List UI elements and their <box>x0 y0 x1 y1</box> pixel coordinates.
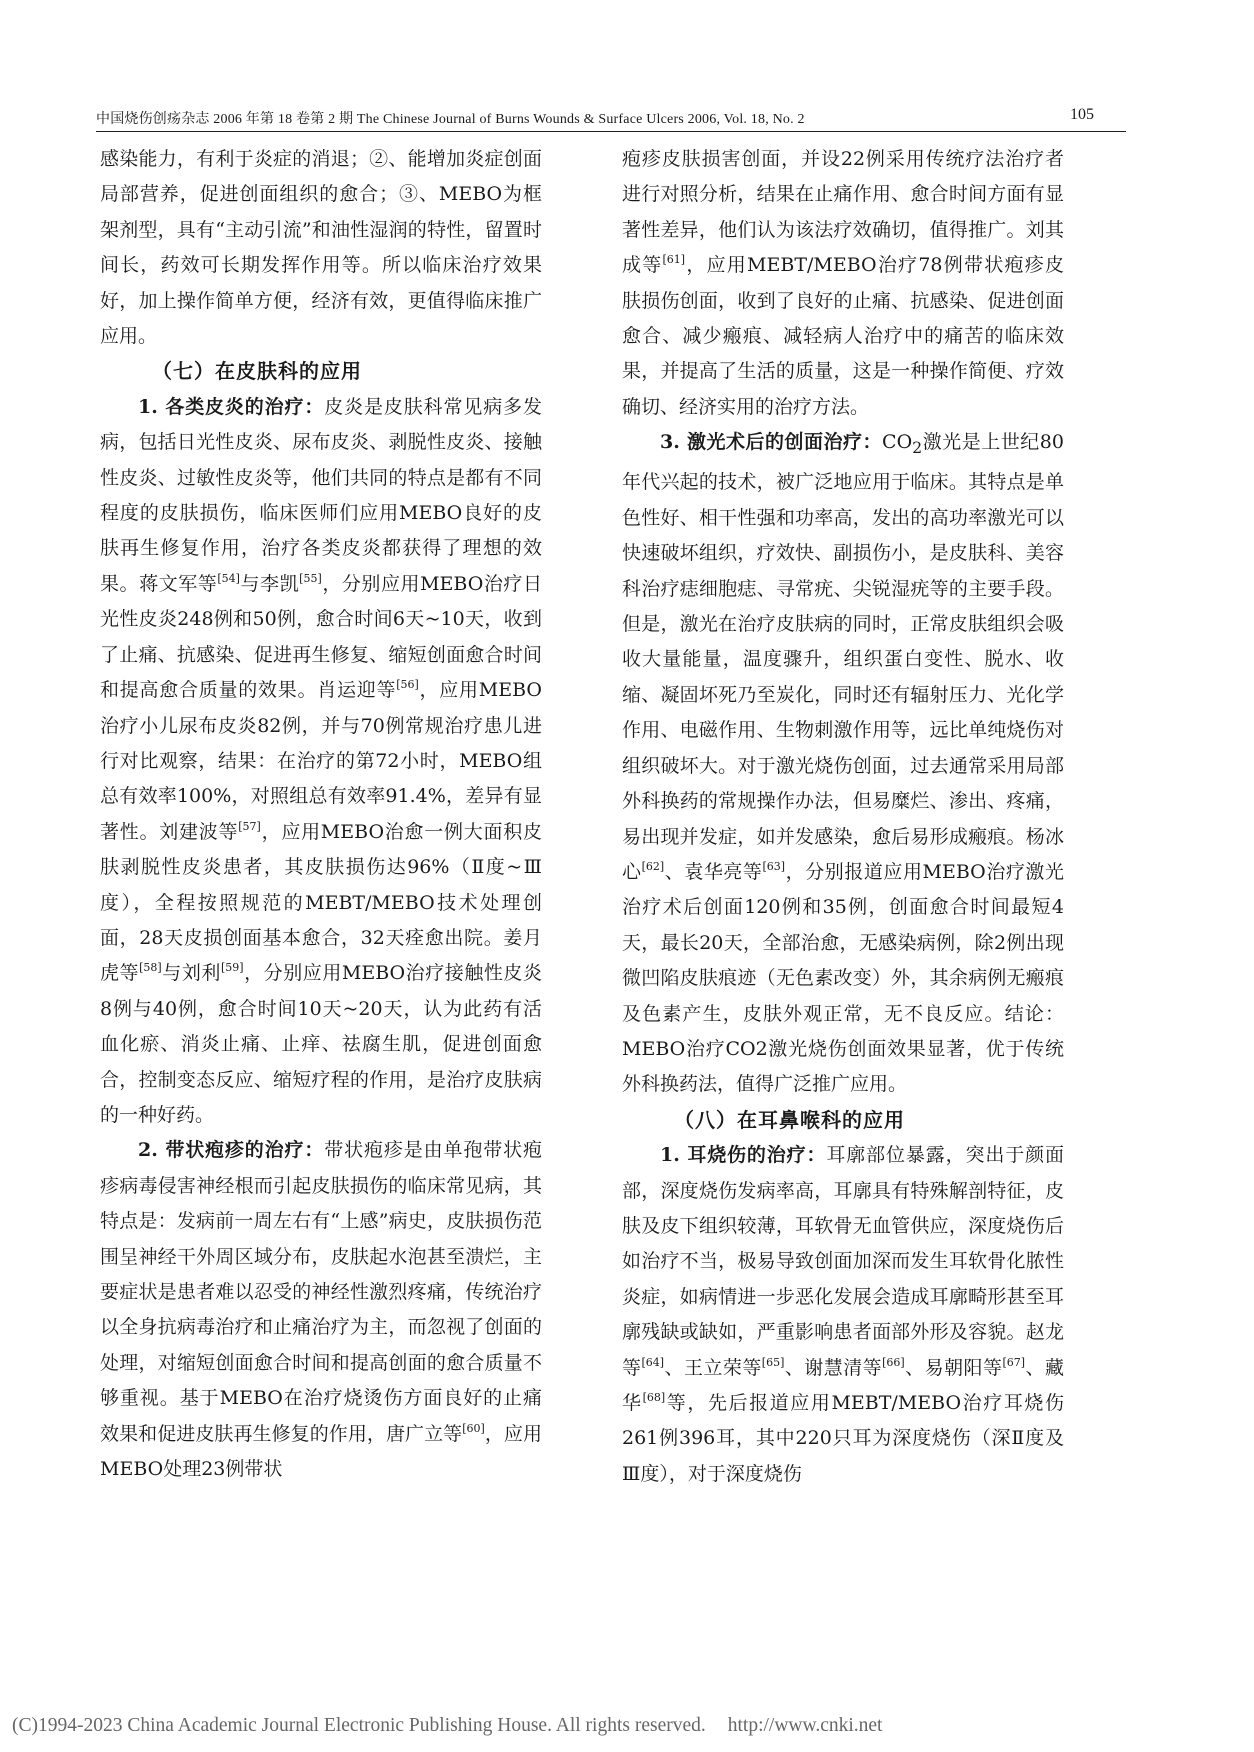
text-run: 耳廓部位暴露，突出于颜面部，深度烧伤发病率高，耳廓具有特殊解剖特征，皮肤及皮下组织较薄，耳软骨无血管供应，深度烧伤后如治疗不当，极易导致创面加深而发生耳软骨化脓性炎症，如病情进一步恶化发展会造成耳廓畸形甚至耳廓残缺或缺如，严重影响患者面部外形及容貌。赵龙等 <box>622 1144 1064 1379</box>
text-run: 疱疹皮肤损害创面，并设22例采用传统疗法治疗者进行对照分析，结果在止痛作用、愈合时间方面有显著性差异，他们认为该法疗效确切，值得推广。刘其成等 <box>622 148 1064 277</box>
text-run: ，分别报道应用MEBO治疗激光治疗术后创面120例和35例，创面愈合时间最短4天，最长20天，全部治愈，无感染病例，除2例出现微凹陷皮肤痕迹（无色素改变）外，其余病例无瘢痕及色素产生，皮肤外观正常，无不良反应。结论：MEBO治疗CO2激光烧伤创面效果显著，优于传统外科换药法，值得广泛推广应用。 <box>622 860 1064 1096</box>
citation: [62] <box>641 859 665 873</box>
section-heading-ent: （八）在耳鼻喉科的应用 <box>674 1107 905 1132</box>
section-heading-dermatology: （七）在皮肤科的应用 <box>152 359 362 384</box>
text-run: CO <box>882 431 913 454</box>
text-run: 、袁华亮等 <box>664 860 763 883</box>
text-run: 皮炎是皮肤科常见病多发病，包括日光性皮炎、尿布皮炎、剥脱性皮炎、接触性皮炎、过敏性皮炎等，他们共同的特点是都有不同程度的皮肤损伤，临床医师们应用MEBO良好的皮肤再生修复作用，治疗各类皮炎都获得了理想的效果。蒋文军等 <box>100 395 542 595</box>
text-run: 与刘利 <box>161 962 221 985</box>
citation: [68] <box>642 1391 666 1405</box>
paragraph-herpes-zoster <box>100 1133 542 1487</box>
text-run: ，分别应用MEBO治疗日光性皮炎248例和50例，愈合时间6天~10天，收到了止痛、抗感染、促进再生修复、缩短创面愈合时间和提高愈合质量的效果。肖运迎等 <box>100 572 542 702</box>
citation: [54] <box>217 571 240 585</box>
text-run: 激光是上世纪80年代兴起的技术，被广泛地应用于临床。其特点是单色性好、相干性强和功率高，发出的高功率激光可以快速破坏组织，疗效快、副损伤小，是皮肤科、美容科治疗痣细胞痣、寻常疣、尖锐湿疣等的主要手段。但是，激光在治疗皮肤病的同时，正常皮肤组织会吸收大量能量，温度骤升，组织蛋白变性、脱水、收缩、凝固坏死乃至炭化，同时还有辐射压力、光化学作用、电磁作用、生物刺激作用等，远比单纯烧伤对组织破坏大。对于激光烧伤创面，过去通常采用局部外科换药的常规操作办法，但易糜烂、渗出、疼痛，易出现并发症，如并发感染，愈后易形成瘢痕。杨冰心 <box>622 431 1064 883</box>
text-run: ，应用MEBT/MEBO治疗78例带状疱疹皮肤损伤创面，收到了良好的止痛、抗感染、促进创面愈合、减少瘢痕、减轻病人治疗中的痛苦的临床效果，并提高了生活的质量，这是一种操作简便、疗效确切、经济实用的治疗方法。 <box>622 254 1064 418</box>
footer-url: http://www.cnki.net <box>727 1715 883 1736</box>
citation: [65] <box>761 1355 785 1369</box>
page-number: 105 <box>1070 106 1094 123</box>
citation: [61] <box>662 253 686 267</box>
citation: [64] <box>641 1355 665 1369</box>
paragraph-herpes-continued <box>622 142 1064 425</box>
text-run: 与李凯 <box>239 572 300 595</box>
paragraph-dermatitis <box>100 390 542 1134</box>
subsection-lead: 3. 激光术后的创面治疗： <box>660 431 883 454</box>
paragraph-laser-wound <box>622 425 1064 1103</box>
citation: [58] <box>139 961 162 975</box>
left-column <box>100 142 542 1487</box>
subsection-lead: 1. 耳烧伤的治疗： <box>660 1144 827 1167</box>
text-run: 、易朝阳等 <box>904 1356 1003 1379</box>
citation: [60] <box>462 1421 485 1435</box>
copyright-footer <box>12 1715 1112 1737</box>
citation: [66] <box>882 1355 905 1369</box>
text-run: 、藏华 <box>622 1356 1064 1415</box>
text-run: ，应用MEBO治愈一例大面积皮肤剥脱性皮炎患者，其皮肤损伤达96%（Ⅱ度~Ⅲ度），全程按照规范的MEBT/MEBO技术处理创面，28天皮损创面基本愈合，32天痊愈出院。姜月虎等 <box>100 820 542 985</box>
header-rule <box>96 131 1126 132</box>
citation: [63] <box>762 859 786 873</box>
text-run: 带状疱疹是由单孢带状疱疹病毒侵害神经根而引起皮肤损伤的临床常见病，其特点是：发病前一周左右有“上感”病史，皮肤损伤范围呈神经干外周区域分布，皮肤起水泡甚至溃烂，主要症状是患者难以忍受的神经性激烈疼痛，传统治疗以全身抗病毒治疗和止痛治疗为主，而忽视了创面的处理，对缩短创面愈合时间和提高创面的愈合质量不够重视。基于MEBO在治疗烧烫伤方面良好的止痛效果和促进皮肤再生修复的作用，唐广立等 <box>100 1139 542 1445</box>
citation: [67] <box>1002 1355 1026 1369</box>
citation: [59] <box>220 961 244 975</box>
subscript: 2 <box>912 438 923 458</box>
text-run: ，分别应用MEBO治疗接触性皮炎8例与40例，愈合时间10天~20天，认为此药有活血化瘀、消炎止痛、止痒、祛腐生肌，促进创面愈合，控制变态反应、缩短疗程的作用，是治疗皮肤病的一种好药。 <box>100 962 542 1126</box>
text-run: 、谢慧清等 <box>784 1356 883 1379</box>
citation: [56] <box>396 678 419 692</box>
citation: [55] <box>299 571 322 585</box>
paragraph-ear-burn <box>622 1138 1064 1492</box>
text-run: ，应用MEBO处理23例带状 <box>100 1422 542 1481</box>
text-run: 、王立荣等 <box>664 1356 762 1379</box>
paragraph: 感染能力，有利于炎症的消退；②、能增加炎症创面局部营养，促进创面组织的愈合；③、MEBO为框架剂型，具有“主动引流”和油性湿润的特性，留置时间长，药效可长期发挥作用等。所以临床治疗效果好，加上操作简单方便，经济有效，更值得临床推广应用。 <box>100 148 542 348</box>
journal-running-title: 中国烧伤创疡杂志 2006 年第 18 卷第 2 期 The Chinese Journal of Burns Wounds & Surface Ulcers 2006, Vol. 18, No. 2 <box>96 112 805 127</box>
subsection-lead: 2. 带状疱疹的治疗： <box>138 1139 325 1162</box>
text-run: ，应用MEBO治疗小儿尿布皮炎82例，并与70例常规治疗患儿进行对比观察，结果：在治疗的第72小时，MEBO组总有效率100%，对照组总有效率91.4%，差异有显著性。刘建波等 <box>100 679 542 843</box>
text-run: 等，先后报道应用MEBT/MEBO治疗耳烧伤261例396耳，其中220只耳为深度烧伤（深Ⅱ度及Ⅲ度），对于深度烧伤 <box>622 1392 1064 1485</box>
running-head <box>96 108 1126 128</box>
right-column <box>622 142 1064 1492</box>
citation: [57] <box>238 819 261 833</box>
copyright-text: (C)1994-2023 China Academic Journal Electronic Publishing House. All rights reserved. <box>12 1715 706 1736</box>
subsection-lead: 1. 各类皮炎的治疗： <box>138 395 325 418</box>
